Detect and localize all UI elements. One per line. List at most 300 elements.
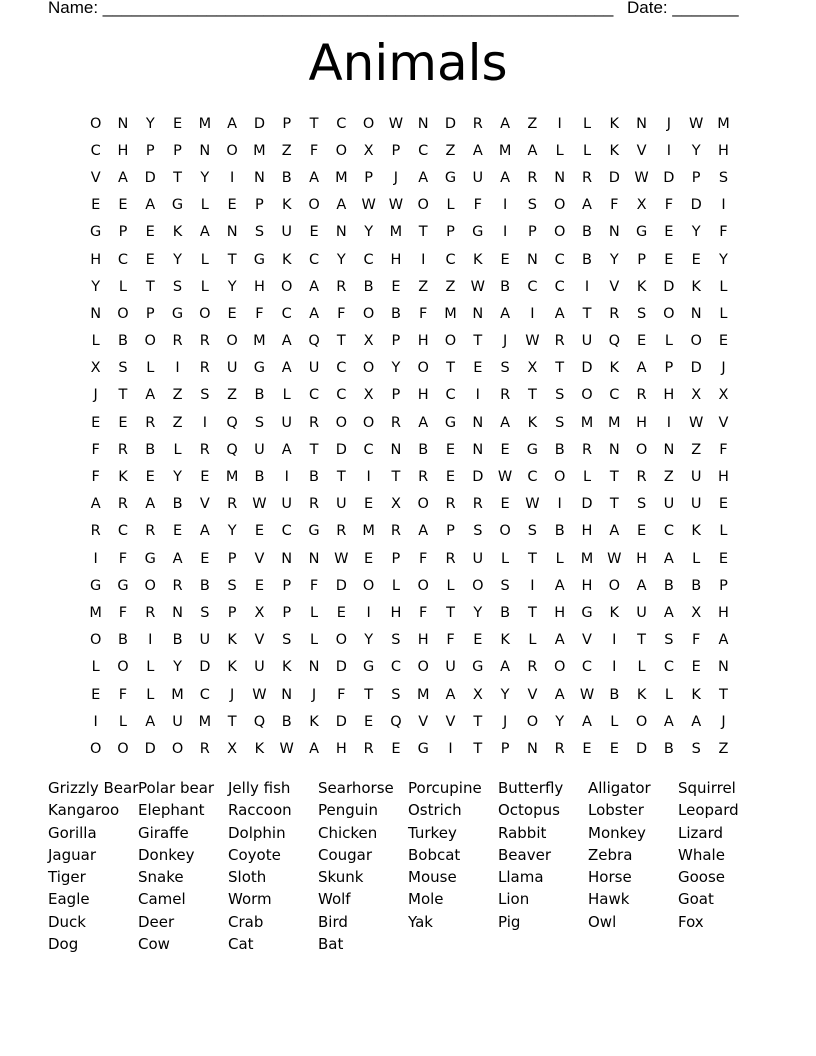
- grid-letter[interactable]: S: [254, 414, 265, 431]
- grid-letter[interactable]: R: [581, 169, 593, 186]
- grid-letter[interactable]: A: [309, 278, 319, 295]
- grid-letter[interactable]: I: [530, 305, 535, 322]
- grid-letter[interactable]: W: [334, 550, 349, 567]
- grid-letter[interactable]: Y: [691, 224, 701, 241]
- grid-letter[interactable]: A: [663, 550, 674, 567]
- grid-letter[interactable]: S: [636, 496, 647, 513]
- grid-letter[interactable]: E: [309, 224, 319, 241]
- grid-letter[interactable]: Y: [364, 224, 374, 241]
- grid-letter[interactable]: O: [553, 659, 566, 676]
- grid-letter[interactable]: H: [581, 523, 593, 540]
- grid-letter[interactable]: X: [254, 604, 265, 621]
- grid-letter[interactable]: E: [200, 469, 210, 486]
- grid-letter[interactable]: P: [173, 142, 182, 159]
- grid-letter[interactable]: A: [309, 305, 319, 322]
- grid-letter[interactable]: S: [636, 305, 647, 322]
- grid-letter[interactable]: M: [580, 414, 594, 431]
- grid-letter[interactable]: T: [364, 686, 374, 703]
- grid-letter[interactable]: L: [719, 305, 728, 322]
- grid-letter[interactable]: O: [308, 197, 320, 214]
- grid-letter[interactable]: R: [199, 740, 210, 757]
- grid-letter[interactable]: F: [473, 197, 482, 214]
- grid-letter[interactable]: N: [554, 169, 566, 186]
- grid-letter[interactable]: R: [145, 523, 156, 540]
- grid-letter[interactable]: K: [691, 523, 701, 540]
- grid-letter[interactable]: K: [227, 659, 237, 676]
- grid-letter[interactable]: Z: [172, 414, 183, 431]
- grid-letter[interactable]: Y: [173, 251, 182, 268]
- grid-letter[interactable]: R: [199, 441, 210, 458]
- grid-letter[interactable]: D: [608, 169, 620, 186]
- grid-letter[interactable]: A: [336, 197, 347, 214]
- grid-letter[interactable]: K: [118, 469, 128, 486]
- grid-letter[interactable]: C: [336, 360, 347, 377]
- grid-letter[interactable]: D: [663, 278, 675, 295]
- grid-letter[interactable]: I: [202, 414, 207, 431]
- grid-letter[interactable]: P: [227, 550, 237, 567]
- grid-letter[interactable]: M: [717, 115, 730, 132]
- grid-letter[interactable]: L: [200, 251, 209, 268]
- grid-letter[interactable]: E: [664, 224, 674, 241]
- grid-letter[interactable]: E: [500, 441, 510, 458]
- grid-letter[interactable]: F: [337, 686, 346, 703]
- grid-letter[interactable]: A: [172, 550, 183, 567]
- grid-letter[interactable]: X: [718, 387, 729, 404]
- grid-letter[interactable]: B: [117, 632, 128, 649]
- grid-letter[interactable]: S: [391, 632, 401, 649]
- grid-letter[interactable]: E: [473, 360, 483, 377]
- grid-letter[interactable]: A: [636, 360, 647, 377]
- grid-letter[interactable]: U: [636, 604, 647, 621]
- grid-letter[interactable]: H: [335, 740, 347, 757]
- grid-letter[interactable]: S: [527, 523, 537, 540]
- grid-letter[interactable]: H: [417, 333, 429, 350]
- grid-letter[interactable]: I: [448, 740, 453, 757]
- grid-letter[interactable]: S: [200, 604, 210, 621]
- grid-letter[interactable]: G: [144, 550, 156, 567]
- grid-letter[interactable]: D: [335, 577, 347, 594]
- grid-letter[interactable]: N: [472, 414, 484, 431]
- grid-letter[interactable]: K: [691, 278, 701, 295]
- grid-letter[interactable]: B: [199, 577, 210, 594]
- grid-letter[interactable]: L: [391, 577, 400, 594]
- grid-letter[interactable]: O: [417, 197, 429, 214]
- grid-letter[interactable]: E: [473, 632, 483, 649]
- grid-letter[interactable]: T: [227, 251, 237, 268]
- grid-letter[interactable]: J: [311, 686, 317, 703]
- grid-letter[interactable]: Y: [609, 251, 619, 268]
- grid-letter[interactable]: E: [364, 550, 374, 567]
- grid-letter[interactable]: G: [90, 224, 102, 241]
- grid-letter[interactable]: B: [554, 523, 565, 540]
- grid-letter[interactable]: G: [90, 577, 102, 594]
- grid-letter[interactable]: R: [227, 496, 238, 513]
- grid-letter[interactable]: W: [279, 740, 294, 757]
- grid-letter[interactable]: C: [554, 278, 565, 295]
- grid-letter[interactable]: U: [663, 496, 675, 513]
- grid-letter[interactable]: A: [718, 632, 729, 649]
- grid-letter[interactable]: P: [691, 169, 701, 186]
- grid-letter[interactable]: A: [145, 496, 156, 513]
- grid-letter[interactable]: M: [198, 713, 212, 730]
- grid-letter[interactable]: O: [581, 387, 593, 404]
- grid-letter[interactable]: N: [281, 550, 293, 567]
- grid-letter[interactable]: I: [229, 169, 235, 186]
- grid-letter[interactable]: E: [172, 523, 183, 540]
- grid-letter[interactable]: D: [335, 659, 347, 676]
- grid-letter[interactable]: W: [689, 414, 704, 431]
- grid-letter[interactable]: A: [309, 169, 319, 186]
- grid-letter[interactable]: O: [417, 659, 429, 676]
- grid-letter[interactable]: M: [89, 604, 102, 621]
- grid-letter[interactable]: B: [663, 740, 674, 757]
- grid-letter[interactable]: S: [500, 360, 510, 377]
- grid-letter[interactable]: E: [445, 469, 456, 486]
- grid-letter[interactable]: V: [254, 550, 265, 567]
- grid-letter[interactable]: C: [418, 142, 429, 159]
- grid-letter[interactable]: R: [390, 523, 401, 540]
- grid-letter[interactable]: J: [93, 387, 98, 404]
- grid-letter[interactable]: Q: [390, 713, 402, 730]
- grid-letter[interactable]: D: [581, 360, 593, 377]
- grid-letter[interactable]: A: [418, 169, 429, 186]
- grid-letter[interactable]: L: [173, 441, 182, 458]
- grid-letter[interactable]: R: [308, 496, 320, 513]
- grid-letter[interactable]: F: [118, 604, 128, 621]
- grid-letter[interactable]: P: [637, 251, 646, 268]
- grid-letter[interactable]: X: [691, 604, 702, 621]
- grid-letter[interactable]: Z: [227, 387, 238, 404]
- grid-letter[interactable]: N: [472, 305, 484, 322]
- grid-letter[interactable]: J: [393, 169, 399, 186]
- grid-letter[interactable]: P: [391, 550, 401, 567]
- grid-letter[interactable]: W: [470, 278, 485, 295]
- grid-letter[interactable]: R: [363, 740, 374, 757]
- grid-letter[interactable]: F: [118, 550, 128, 567]
- grid-letter[interactable]: I: [475, 387, 480, 404]
- grid-letter[interactable]: V: [445, 713, 456, 730]
- grid-letter[interactable]: I: [584, 278, 590, 295]
- grid-letter[interactable]: C: [363, 441, 374, 458]
- grid-letter[interactable]: O: [144, 577, 156, 594]
- grid-letter[interactable]: U: [172, 713, 183, 730]
- grid-letter[interactable]: I: [612, 659, 617, 676]
- grid-letter[interactable]: U: [226, 360, 238, 377]
- grid-letter[interactable]: I: [366, 469, 371, 486]
- grid-letter[interactable]: W: [252, 686, 267, 703]
- grid-letter[interactable]: C: [663, 659, 674, 676]
- grid-letter[interactable]: O: [117, 659, 129, 676]
- grid-letter[interactable]: T: [719, 686, 728, 703]
- grid-letter[interactable]: X: [90, 360, 101, 377]
- grid-letter[interactable]: V: [636, 142, 647, 159]
- grid-letter[interactable]: H: [390, 251, 402, 268]
- grid-letter[interactable]: T: [336, 333, 346, 350]
- grid-letter[interactable]: O: [608, 577, 620, 594]
- grid-letter[interactable]: V: [527, 686, 538, 703]
- grid-letter[interactable]: F: [91, 441, 100, 458]
- grid-letter[interactable]: D: [636, 740, 648, 757]
- grid-letter[interactable]: F: [692, 632, 701, 649]
- grid-letter[interactable]: F: [309, 577, 319, 594]
- grid-letter[interactable]: C: [609, 387, 620, 404]
- grid-letter[interactable]: O: [199, 305, 211, 322]
- grid-letter[interactable]: N: [390, 441, 402, 458]
- grid-letter[interactable]: L: [309, 604, 319, 621]
- grid-letter[interactable]: T: [173, 169, 182, 186]
- grid-letter[interactable]: A: [554, 577, 565, 594]
- grid-letter[interactable]: A: [554, 686, 565, 703]
- grid-letter[interactable]: O: [89, 740, 102, 757]
- grid-letter[interactable]: C: [308, 251, 320, 268]
- grid-letter[interactable]: W: [689, 115, 704, 132]
- grid-letter[interactable]: Y: [364, 632, 374, 649]
- grid-letter[interactable]: S: [555, 387, 565, 404]
- grid-letter[interactable]: R: [117, 496, 128, 513]
- grid-letter[interactable]: L: [309, 632, 319, 649]
- grid-letter[interactable]: D: [253, 115, 266, 132]
- grid-letter[interactable]: F: [419, 550, 428, 567]
- grid-letter[interactable]: N: [718, 659, 729, 676]
- grid-letter[interactable]: Z: [281, 142, 292, 159]
- grid-letter[interactable]: U: [199, 632, 211, 649]
- grid-letter[interactable]: I: [612, 632, 617, 649]
- grid-letter[interactable]: A: [609, 523, 620, 540]
- grid-letter[interactable]: S: [664, 632, 674, 649]
- grid-letter[interactable]: L: [637, 659, 646, 676]
- grid-letter[interactable]: R: [145, 414, 156, 431]
- grid-letter[interactable]: S: [254, 224, 265, 241]
- grid-letter[interactable]: A: [145, 713, 156, 730]
- grid-letter[interactable]: P: [282, 577, 292, 594]
- grid-letter[interactable]: M: [580, 550, 594, 567]
- grid-letter[interactable]: A: [445, 686, 456, 703]
- grid-letter[interactable]: Q: [226, 441, 238, 458]
- grid-letter[interactable]: T: [309, 441, 319, 458]
- grid-letter[interactable]: N: [254, 169, 265, 186]
- grid-letter[interactable]: O: [335, 142, 348, 159]
- grid-letter[interactable]: J: [721, 360, 726, 377]
- grid-letter[interactable]: B: [582, 224, 592, 241]
- grid-letter[interactable]: A: [418, 414, 429, 431]
- grid-letter[interactable]: W: [525, 496, 540, 513]
- grid-letter[interactable]: Y: [145, 115, 155, 132]
- grid-letter[interactable]: L: [555, 142, 564, 159]
- grid-letter[interactable]: D: [335, 441, 347, 458]
- grid-letter[interactable]: P: [118, 224, 128, 241]
- grid-letter[interactable]: T: [118, 387, 128, 404]
- grid-letter[interactable]: G: [171, 305, 184, 322]
- grid-letter[interactable]: L: [610, 713, 619, 730]
- grid-letter[interactable]: U: [281, 414, 293, 431]
- grid-letter[interactable]: G: [171, 197, 184, 214]
- grid-letter[interactable]: S: [118, 360, 128, 377]
- grid-letter[interactable]: V: [254, 632, 265, 649]
- grid-letter[interactable]: Y: [227, 278, 237, 295]
- grid-letter[interactable]: E: [336, 604, 346, 621]
- grid-letter[interactable]: L: [446, 197, 455, 214]
- grid-letter[interactable]: N: [172, 604, 183, 621]
- grid-letter[interactable]: I: [93, 713, 98, 730]
- grid-letter[interactable]: U: [254, 441, 265, 458]
- grid-letter[interactable]: H: [554, 604, 566, 621]
- grid-letter[interactable]: L: [582, 115, 592, 132]
- grid-letter[interactable]: E: [145, 224, 155, 241]
- grid-letter[interactable]: X: [363, 387, 374, 404]
- grid-letter[interactable]: O: [472, 577, 484, 594]
- grid-letter[interactable]: G: [444, 414, 457, 431]
- grid-letter[interactable]: T: [555, 360, 565, 377]
- grid-letter[interactable]: T: [473, 713, 483, 730]
- grid-letter[interactable]: Z: [172, 387, 183, 404]
- grid-letter[interactable]: R: [472, 115, 483, 132]
- grid-letter[interactable]: M: [225, 469, 239, 486]
- grid-letter[interactable]: W: [634, 169, 649, 186]
- grid-letter[interactable]: U: [308, 360, 320, 377]
- grid-letter[interactable]: H: [581, 577, 593, 594]
- grid-letter[interactable]: I: [284, 469, 289, 486]
- grid-letter[interactable]: P: [364, 169, 373, 186]
- grid-letter[interactable]: Y: [691, 142, 701, 159]
- grid-letter[interactable]: T: [527, 604, 537, 621]
- grid-letter[interactable]: A: [281, 333, 292, 350]
- grid-letter[interactable]: I: [175, 360, 180, 377]
- grid-letter[interactable]: E: [91, 414, 101, 431]
- grid-letter[interactable]: N: [526, 740, 538, 757]
- grid-letter[interactable]: A: [554, 632, 565, 649]
- grid-letter[interactable]: F: [255, 305, 264, 322]
- grid-letter[interactable]: R: [636, 387, 647, 404]
- grid-letter[interactable]: M: [362, 523, 375, 540]
- grid-letter[interactable]: W: [607, 550, 622, 567]
- grid-letter[interactable]: A: [663, 713, 674, 730]
- grid-letter[interactable]: L: [146, 360, 155, 377]
- grid-letter[interactable]: O: [335, 414, 348, 431]
- grid-letter[interactable]: L: [719, 278, 728, 295]
- grid-letter[interactable]: T: [145, 278, 155, 295]
- grid-letter[interactable]: H: [253, 278, 265, 295]
- grid-letter[interactable]: B: [500, 278, 511, 295]
- grid-letter[interactable]: E: [172, 115, 183, 132]
- grid-letter[interactable]: B: [500, 604, 511, 621]
- grid-letter[interactable]: P: [446, 224, 455, 241]
- grid-letter[interactable]: Q: [253, 713, 266, 730]
- grid-letter[interactable]: D: [444, 115, 457, 132]
- grid-letter[interactable]: E: [691, 659, 701, 676]
- grid-letter[interactable]: I: [557, 115, 562, 132]
- grid-letter[interactable]: A: [199, 224, 210, 241]
- grid-letter[interactable]: P: [528, 224, 537, 241]
- grid-letter[interactable]: R: [527, 169, 538, 186]
- grid-letter[interactable]: B: [281, 169, 292, 186]
- grid-letter[interactable]: N: [636, 115, 648, 132]
- grid-letter[interactable]: U: [336, 496, 347, 513]
- grid-letter[interactable]: K: [172, 224, 183, 241]
- grid-letter[interactable]: H: [718, 604, 729, 621]
- grid-letter[interactable]: P: [282, 604, 292, 621]
- grid-letter[interactable]: P: [255, 197, 264, 214]
- grid-letter[interactable]: R: [117, 441, 128, 458]
- grid-letter[interactable]: L: [664, 333, 673, 350]
- grid-letter[interactable]: A: [500, 115, 511, 132]
- grid-letter[interactable]: O: [89, 632, 102, 649]
- grid-letter[interactable]: E: [227, 305, 237, 322]
- grid-letter[interactable]: S: [500, 577, 510, 594]
- grid-letter[interactable]: C: [336, 115, 347, 132]
- grid-letter[interactable]: R: [390, 414, 401, 431]
- grid-letter[interactable]: O: [635, 713, 648, 730]
- grid-letter[interactable]: H: [663, 387, 675, 404]
- grid-letter[interactable]: O: [281, 278, 293, 295]
- grid-letter[interactable]: R: [172, 333, 183, 350]
- grid-letter[interactable]: L: [118, 713, 127, 730]
- grid-letter[interactable]: O: [690, 333, 702, 350]
- grid-letter[interactable]: N: [690, 305, 702, 322]
- grid-letter[interactable]: N: [335, 224, 347, 241]
- grid-letter[interactable]: P: [391, 387, 401, 404]
- grid-letter[interactable]: E: [445, 441, 456, 458]
- grid-letter[interactable]: O: [553, 197, 566, 214]
- grid-letter[interactable]: O: [553, 469, 566, 486]
- grid-letter[interactable]: N: [308, 550, 320, 567]
- grid-letter[interactable]: T: [527, 550, 537, 567]
- grid-letter[interactable]: A: [418, 523, 429, 540]
- grid-letter[interactable]: E: [145, 469, 155, 486]
- grid-letter[interactable]: N: [226, 224, 238, 241]
- grid-letter[interactable]: R: [472, 496, 483, 513]
- grid-letter[interactable]: F: [664, 197, 674, 214]
- grid-letter[interactable]: B: [254, 387, 265, 404]
- grid-letter[interactable]: N: [526, 251, 538, 268]
- grid-letter[interactable]: U: [472, 169, 484, 186]
- grid-letter[interactable]: T: [527, 387, 537, 404]
- grid-letter[interactable]: C: [527, 278, 538, 295]
- grid-letter[interactable]: U: [690, 469, 702, 486]
- grid-letter[interactable]: A: [527, 142, 538, 159]
- grid-letter[interactable]: A: [309, 740, 319, 757]
- grid-letter[interactable]: R: [199, 333, 210, 350]
- grid-letter[interactable]: I: [93, 550, 98, 567]
- grid-letter[interactable]: O: [335, 632, 348, 649]
- grid-letter[interactable]: A: [554, 305, 565, 322]
- grid-letter[interactable]: W: [361, 197, 376, 214]
- grid-letter[interactable]: C: [581, 659, 593, 676]
- grid-letter[interactable]: E: [391, 278, 401, 295]
- grid-letter[interactable]: J: [721, 713, 726, 730]
- grid-letter[interactable]: K: [281, 659, 292, 676]
- grid-letter[interactable]: K: [609, 360, 620, 377]
- grid-letter[interactable]: T: [609, 496, 619, 513]
- grid-letter[interactable]: T: [309, 115, 319, 132]
- grid-letter[interactable]: H: [417, 387, 429, 404]
- grid-letter[interactable]: K: [636, 686, 647, 703]
- grid-letter[interactable]: U: [690, 496, 702, 513]
- grid-letter[interactable]: N: [281, 686, 293, 703]
- grid-letter[interactable]: D: [144, 169, 156, 186]
- grid-letter[interactable]: Z: [418, 278, 429, 295]
- grid-letter[interactable]: G: [526, 441, 539, 458]
- grid-letter[interactable]: M: [498, 142, 512, 159]
- grid-letter[interactable]: O: [117, 305, 129, 322]
- grid-letter[interactable]: P: [145, 305, 155, 322]
- grid-letter[interactable]: Z: [445, 142, 456, 159]
- grid-letter[interactable]: Y: [200, 169, 210, 186]
- grid-letter[interactable]: O: [635, 441, 648, 458]
- grid-letter[interactable]: E: [609, 740, 619, 757]
- grid-letter[interactable]: F: [419, 305, 428, 322]
- grid-letter[interactable]: K: [636, 278, 647, 295]
- grid-letter[interactable]: F: [91, 469, 100, 486]
